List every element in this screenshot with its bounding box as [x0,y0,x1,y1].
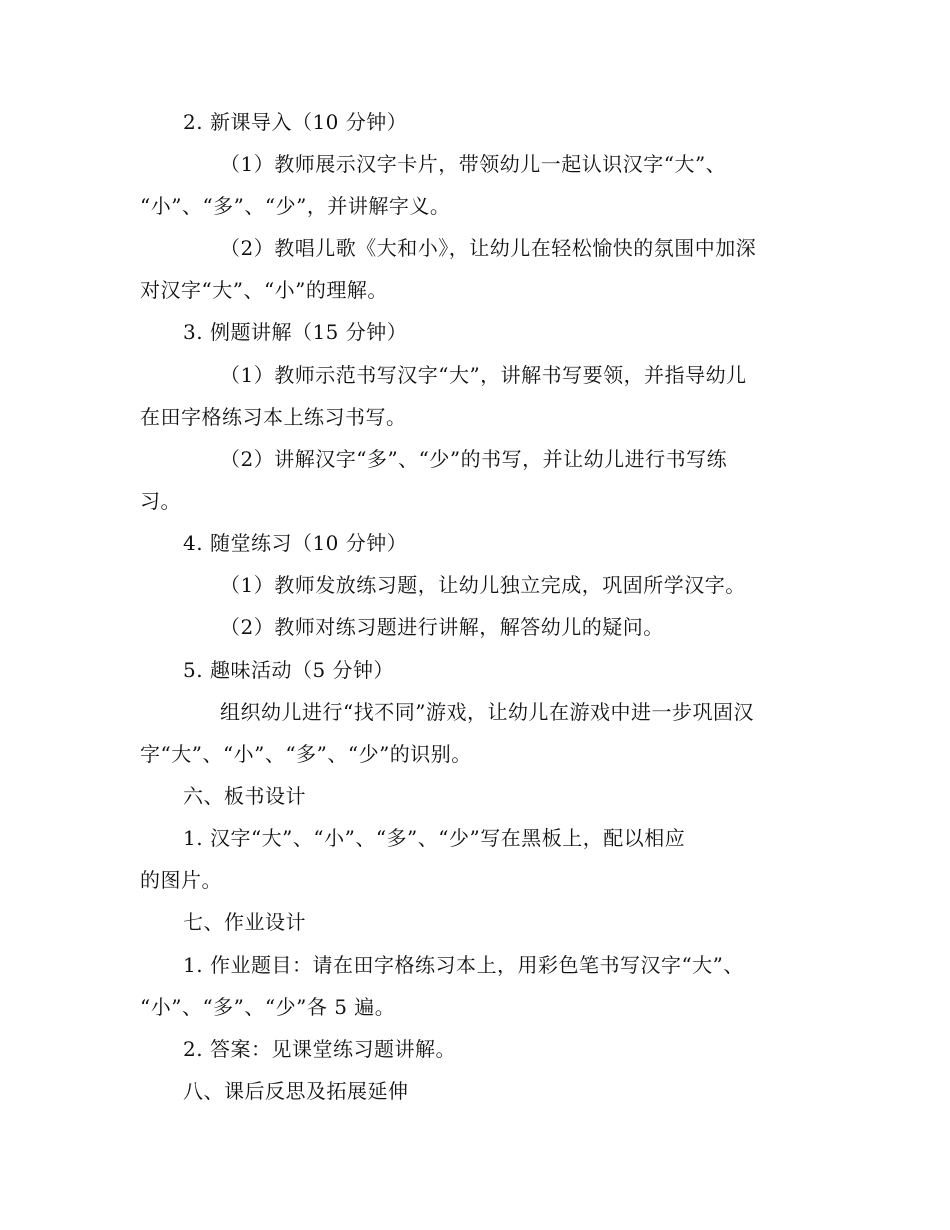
section-heading-activity: 5. 趣味活动（5 分钟） [183,658,395,682]
section-heading-practice: 4. 随堂练习（10 分钟） [183,531,408,555]
section-heading-example: 3. 例题讲解（15 分钟） [183,320,408,344]
section-heading-reflection: 八、课后反思及拓展延伸 [183,1079,409,1103]
section-heading-homework: 七、作业设计 [183,910,306,934]
paragraph-line: （1）教师示范书写汉字“大”，讲解书写要领，并指导幼儿 [220,363,747,387]
section-heading-new-lesson: 2. 新课导入（10 分钟） [183,110,408,134]
paragraph-line: 1. 汉字“大”、“小”、“多”、“少”写在黑板上，配以相应 [183,826,686,850]
paragraph-line: 习。 [140,489,181,513]
paragraph-line: （2）教唱儿歌《大和小》，让幼儿在轻松愉快的氛围中加深 [220,236,757,260]
paragraph-line: 字“大”、“小”、“多”、“少”的识别。 [140,742,472,766]
section-heading-board-design: 六、板书设计 [183,784,306,808]
paragraph-line: 1. 作业题目：请在田字格练习本上，用彩色笔书写汉字“大”、 [183,953,744,977]
paragraph-line: 组织幼儿进行“找不同”游戏，让幼儿在游戏中进一步巩固汉 [220,700,754,724]
paragraph-line: 的图片。 [140,868,222,892]
paragraph-line: （1）教师发放练习题，让幼儿独立完成，巩固所学汉字。 [220,573,746,597]
paragraph-line: 2. 答案：见课堂练习题讲解。 [183,1037,456,1061]
paragraph-line: （2）讲解汉字“多”、“少”的书写，并让幼儿进行书写练 [220,447,728,471]
paragraph-line: 在田字格练习本上练习书写。 [140,405,407,429]
paragraph-line: （2）教师对练习题进行讲解，解答幼儿的疑问。 [220,615,664,639]
paragraph-line: （1）教师展示汉字卡片，带领幼儿一起认识汉字“大”、 [220,152,727,176]
paragraph-line: “小”、“多”、“少”，并讲解字义。 [140,194,451,218]
paragraph-line: “小”、“多”、“少”各 5 遍。 [140,995,396,1019]
paragraph-line: 对汉字“大”、“小”的理解。 [140,278,388,302]
